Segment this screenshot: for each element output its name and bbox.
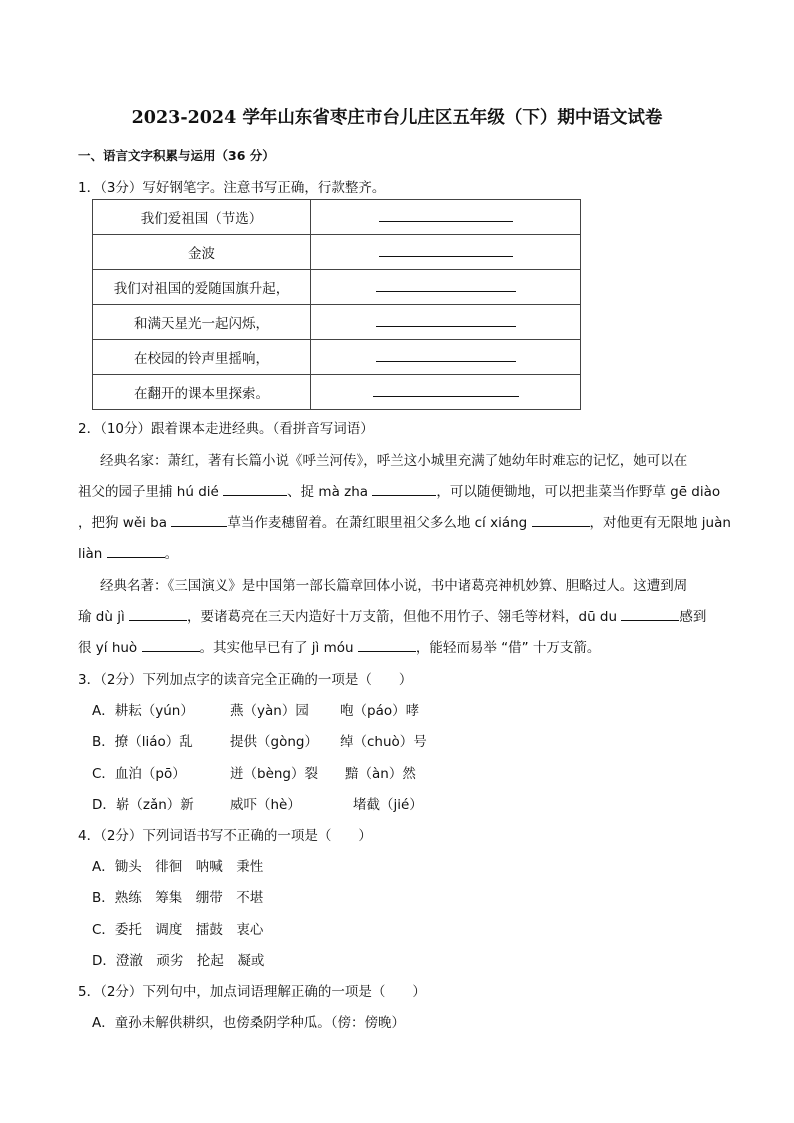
- table-row: [93, 270, 581, 305]
- passage-text: 。: [164, 546, 179, 562]
- passage-line: 经典名著：《三国演义》是中国第一部长篇章回体小说，书中诸葛亮神机妙算、胆略过人。这遭到周: [100, 578, 688, 594]
- answer-blank[interactable]: [376, 279, 516, 292]
- section-heading: 一、语言文字积累与运用（36 分）: [78, 148, 275, 163]
- table-row: [93, 235, 581, 270]
- option-b[interactable]: B．熟练 筹集 绷带 不堪: [92, 890, 264, 906]
- option-a[interactable]: A．锄头 徘徊 呐喊 秉性: [92, 859, 264, 875]
- table-row: [93, 375, 581, 410]
- option-d[interactable]: D．崭（zǎn）新: [92, 797, 194, 813]
- page-title: 2023-2024 学年山东省枣庄市台儿庄区五年级（下）期中语文试卷: [131, 108, 663, 128]
- passage-line: [78, 480, 720, 500]
- option-b[interactable]: B．撩（liáo）乱: [92, 734, 193, 750]
- option-c[interactable]: C．血泊（pō）: [92, 766, 186, 782]
- passage-text: 草当作麦穗留着。在萧红眼里祖父多么地 cí xiáng: [227, 515, 532, 531]
- copy-blank-cell: [311, 235, 581, 270]
- option-text: 咆（páo）哮: [340, 703, 420, 719]
- source-text: 在校园的铃声里摇响，: [93, 340, 311, 375]
- passage-text: 感到: [679, 609, 707, 625]
- source-text: 和满天星光一起闪烁，: [93, 305, 311, 340]
- copy-blank-cell: [311, 305, 581, 340]
- passage-text: ，能轻而易举 “借” 十万支箭。: [415, 640, 601, 656]
- source-text: 我们对祖国的爱随国旗升起，: [93, 270, 311, 305]
- copy-blank-cell: [311, 340, 581, 375]
- passage-text: 瑜 dù jì: [78, 609, 130, 625]
- passage-text: 。其实他早已有了 jì móu: [199, 640, 358, 656]
- copy-blank-cell: [311, 270, 581, 305]
- answer-blank[interactable]: [379, 244, 513, 257]
- answer-blank[interactable]: [107, 545, 165, 558]
- source-text: 金波: [93, 235, 311, 270]
- copy-table: [92, 199, 581, 410]
- table-row: [93, 305, 581, 340]
- passage-text: ，把狗 wěi ba: [78, 515, 172, 531]
- question-4-stem: 4．（2分）下列词语书写不正确的一项是（ ）: [78, 828, 372, 844]
- passage-line: [78, 605, 706, 625]
- option-a[interactable]: A．耕耘（yún）: [92, 703, 194, 719]
- passage-text: ，要诸葛亮在三天内造好十万支箭，但他不用竹子、翎毛等材料，dū du: [187, 609, 622, 625]
- answer-blank[interactable]: [223, 483, 287, 496]
- option-text: 迸（bèng）裂: [230, 766, 319, 782]
- passage-line: 经典名家：萧红，著有长篇小说《呼兰河传》，呼兰这小城里充满了她幼年时难忘的记忆，她可以在: [100, 453, 688, 469]
- option-text: 提供（gòng）: [230, 734, 318, 750]
- passage-text: ，对他更有无限地 juàn: [589, 515, 731, 531]
- passage-text: 祖父的园子里捕 hú dié: [78, 484, 224, 500]
- question-1-stem: 1．（3分）写好钢笔字。注意书写正确，行款整齐。: [78, 180, 386, 196]
- answer-blank[interactable]: [171, 514, 227, 527]
- passage-text: 很 yí huò: [78, 640, 142, 656]
- option-c[interactable]: C．委托 调度 擂鼓 衷心: [92, 922, 264, 938]
- option-text: 绰（chuò）号: [340, 734, 427, 750]
- option-a[interactable]: A．童孙未解供耕织，也傍桑阴学种瓜。（傍：傍晚）: [92, 1015, 405, 1031]
- source-text: 在翻开的课本里探索。: [93, 375, 311, 410]
- answer-blank[interactable]: [621, 608, 679, 621]
- copy-blank-cell: [311, 200, 581, 235]
- option-text: 堵截（jié）: [353, 797, 423, 813]
- answer-blank[interactable]: [129, 608, 187, 621]
- answer-blank[interactable]: [372, 483, 436, 496]
- passage-text: ，可以随便锄地，可以把韭菜当作野草 gē diào: [436, 484, 721, 500]
- passage-line: [78, 511, 731, 531]
- source-text: 我们爱祖国（节选）: [93, 200, 311, 235]
- answer-blank[interactable]: [376, 349, 516, 362]
- option-text: 黯（àn）然: [345, 766, 416, 782]
- question-2-stem: 2．（10分）跟着课本走进经典。（看拼音写词语）: [78, 421, 374, 437]
- option-d[interactable]: D．澄澈 顽劣 抡起 凝或: [92, 953, 265, 969]
- answer-blank[interactable]: [358, 639, 416, 652]
- passage-text: 、捉 mà zha: [287, 484, 373, 500]
- option-text: 燕（yàn）园: [230, 703, 309, 719]
- passage-line: [78, 636, 600, 656]
- passage-text: liàn: [78, 546, 107, 562]
- question-3-stem: 3．（2分）下列加点字的读音完全正确的一项是（ ）: [78, 672, 413, 688]
- answer-blank[interactable]: [142, 639, 200, 652]
- option-text: 威吓（hè）: [230, 797, 301, 813]
- question-5-stem: 5．（2分）下列句中，加点词语理解正确的一项是（ ）: [78, 984, 426, 1000]
- copy-blank-cell: [311, 375, 581, 410]
- answer-blank[interactable]: [376, 314, 516, 327]
- answer-blank[interactable]: [373, 384, 519, 397]
- answer-blank[interactable]: [532, 514, 590, 527]
- table-row: [93, 340, 581, 375]
- table-row: [93, 200, 581, 235]
- passage-line: [78, 542, 178, 562]
- answer-blank[interactable]: [379, 209, 513, 222]
